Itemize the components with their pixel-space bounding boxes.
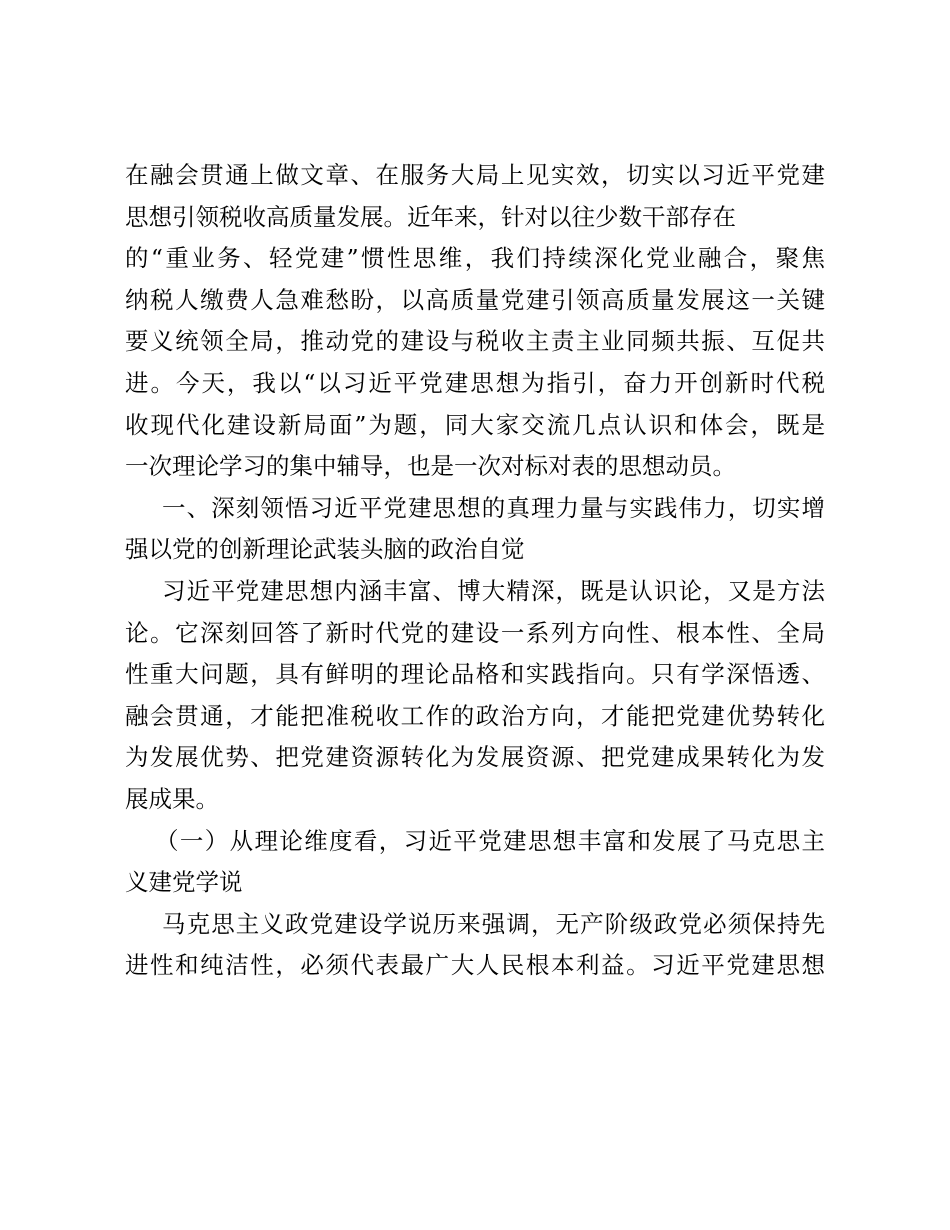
body-line: 进。今天，我以“以习近平党建思想为指引，奋力开创新时代税 <box>125 368 825 397</box>
body-line: 为发展优势、把党建资源转化为发展资源、把党建成果转化为发 <box>125 743 825 772</box>
body-line: 论。它深刻回答了新时代党的建设一系列方向性、根本性、全局 <box>125 618 825 647</box>
body-line: 马克思主义政党建设学说历来强调，无产阶级政党必须保持先 <box>162 909 825 938</box>
body-line: 性重大问题，具有鲜明的理论品格和实践指向。只有学深悟透、 <box>125 660 825 689</box>
body-line: 要义统领全局，推动党的建设与税收主责主业同频共振、互促共 <box>125 327 825 356</box>
body-line: 的“重业务、轻党建”惯性思维，我们持续深化党业融合，聚焦 <box>125 244 825 273</box>
subsection-heading-line: （一）从理论维度看，习近平党建思想丰富和发展了马克思主 <box>155 826 825 855</box>
body-line: 进性和纯洁性，必须代表最广大人民根本利益。习近平党建思想 <box>125 951 825 980</box>
body-line: 展成果。 <box>125 784 219 813</box>
body-line: 融会贯通，才能把准税收工作的政治方向，才能把党建优势转化 <box>125 701 825 730</box>
subsection-heading-line: 义建党学说 <box>125 868 243 897</box>
document-body <box>125 162 825 994</box>
body-line: 收现代化建设新局面”为题，同大家交流几点认识和体会，既是 <box>125 410 825 439</box>
body-line: 思想引领税收高质量发展。近年来，针对以往少数干部存在 <box>125 202 736 231</box>
body-line: 习近平党建思想内涵丰富、博大精深，既是认识论，又是方法 <box>162 576 825 605</box>
body-line: 纳税人缴费人急难愁盼，以高质量党建引领高质量发展这一关键 <box>125 285 825 314</box>
body-line: 一次理论学习的集中辅导，也是一次对标对表的思想动员。 <box>125 452 736 481</box>
body-line: 在融会贯通上做文章、在服务大局上见实效，切实以习近平党建 <box>125 161 825 189</box>
section-heading-line: 一、深刻领悟习近平党建思想的真理力量与实践伟力，切实增 <box>162 493 825 522</box>
section-heading-line: 强以党的创新理论武装头脑的政治自觉 <box>125 535 525 564</box>
